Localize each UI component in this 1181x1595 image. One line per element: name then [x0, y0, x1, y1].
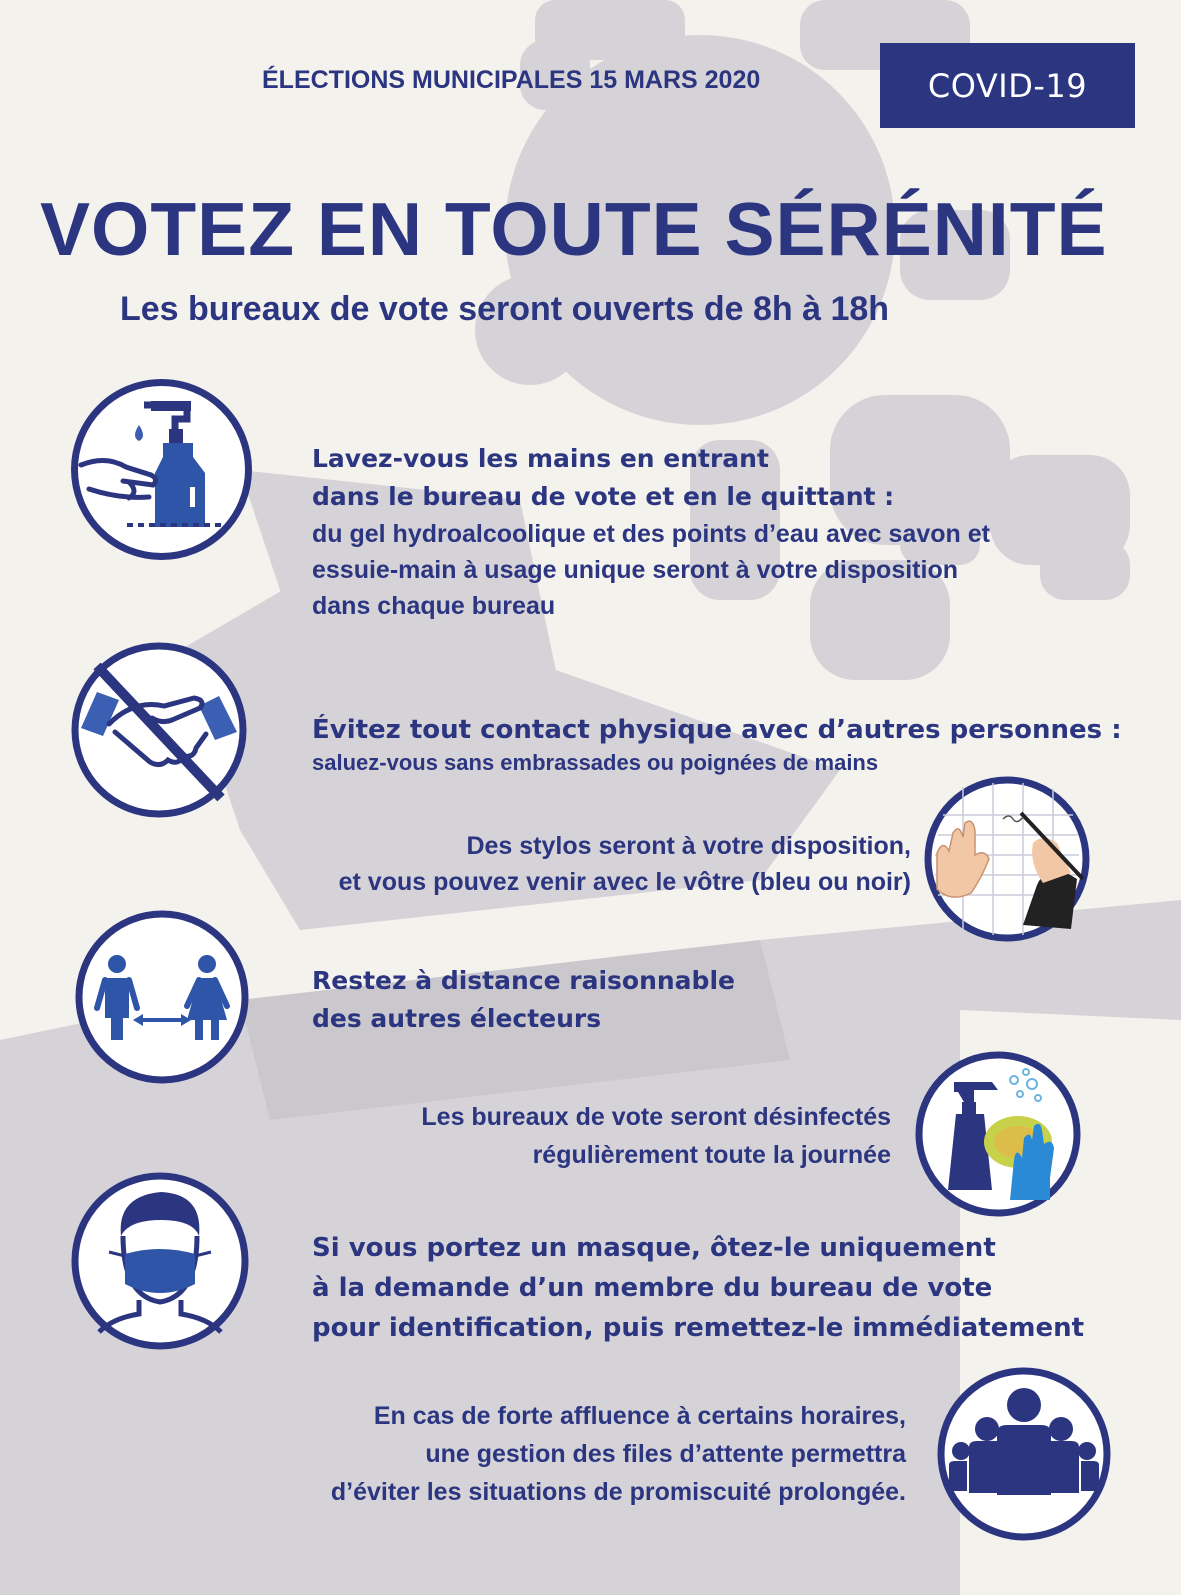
guideline-line: du gel hydroalcoolique et des points d’eau avec savon et	[312, 520, 990, 548]
guideline-line: et vous pouvez venir avec le vôtre (bleu ou noir)	[338, 868, 911, 896]
pen-writing-icon	[923, 775, 1091, 943]
guideline-queue	[331, 1397, 906, 1511]
guideline-mask	[312, 1228, 1084, 1348]
guideline-no-contact	[312, 713, 1122, 779]
guideline-line: Lavez-vous les mains en entrant	[312, 444, 769, 473]
face-mask-icon	[69, 1170, 251, 1352]
guideline-line: Évitez tout contact physique avec d’autres personnes :	[312, 715, 1122, 745]
guideline-disinfection	[421, 1098, 891, 1174]
disinfection-spray-icon	[914, 1050, 1082, 1218]
header-title: ÉLECTIONS MUNICIPALES 15 MARS 2020	[262, 66, 761, 94]
guideline-line: Des stylos seront à votre disposition,	[466, 832, 911, 860]
guideline-line: à la demande d’un membre du bureau de vote	[312, 1273, 993, 1303]
guideline-line: En cas de forte affluence à certains horaires,	[373, 1402, 906, 1430]
crowd-queue-icon	[935, 1365, 1113, 1543]
page-title: VOTEZ EN TOUTE SÉRÉNITÉ	[40, 187, 1108, 271]
guideline-line: des autres électeurs	[312, 1004, 602, 1033]
guideline-line: régulièrement toute la journée	[532, 1141, 891, 1169]
guideline-line: une gestion des files d’attente permettra	[425, 1440, 906, 1468]
guideline-line: Restez à distance raisonnable	[312, 966, 735, 995]
guideline-pens	[339, 828, 911, 900]
no-handshake-icon	[69, 640, 249, 820]
guideline-line: essuie-main à usage unique seront à votre disposition	[312, 556, 958, 584]
guideline-line: saluez-vous sans embrassades ou poignées de mains	[312, 750, 879, 775]
guideline-line: dans le bureau de vote et en le quittant :	[312, 482, 895, 511]
guideline-line: d’éviter les situations de promiscuité prolongée.	[330, 1478, 906, 1506]
guideline-handwashing	[312, 440, 990, 624]
covid-badge: COVID-19	[880, 43, 1135, 128]
guideline-line: pour identification, puis remettez-le immédiatement	[312, 1313, 1085, 1343]
guideline-line: Les bureaux de vote seront désinfectés	[421, 1103, 891, 1131]
guideline-distance	[312, 962, 735, 1038]
guideline-line: Si vous portez un masque, ôtez-le uniquement	[312, 1233, 996, 1263]
page-subtitle: Les bureaux de vote seront ouverts de 8h à 18h	[120, 290, 890, 328]
social-distance-icon	[73, 908, 251, 1086]
hand-sanitizer-icon	[69, 377, 254, 562]
guideline-line: dans chaque bureau	[312, 592, 556, 620]
